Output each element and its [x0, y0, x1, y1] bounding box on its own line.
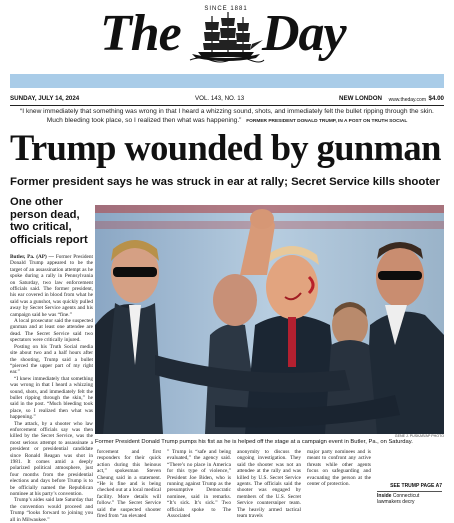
masthead-title-the: The: [100, 5, 181, 62]
main-headline: Trump wounded by gunman: [10, 127, 441, 168]
sidebar-paragraph: Posting on his Truth Social media site about two and a half hours after the shooting, Trump said a bullet “pierced the upper part of my right ear.”: [10, 343, 93, 376]
lead-photo-illustration: [95, 205, 444, 434]
masthead-blue-bar: [10, 74, 444, 88]
sidebar-paragraph: The attack, by a shooter who law enforcement officials say was then killed by the Secret Service, was the most serious attempt to assassinate a president or presidential candidate since Ronald Reagan was shot in 1981. It comes amid a deeply polarized political atmosphere, just four months from the presidential elections and days before Trump is to be officially named the Republican nominee at his party’s convention.: [10, 420, 93, 498]
byline: Butler, Pa. (AP) —: [10, 254, 54, 260]
masthead: [0, 0, 454, 76]
cover-price: $4.00: [428, 95, 444, 102]
jump-line[interactable]: SEE TRUMP PAGE A7: [390, 483, 442, 489]
story-column: [307, 449, 442, 505]
subheadline: Former president says he was struck in ear at rally; Secret Service kills shooter: [10, 176, 440, 188]
pull-quote-text: “I knew immediately that something was wrong in that I heard a whizzing sound, shots, and immediately felt the bullet ripping through the skin. Much bleeding took place, so I realized then what was happening.”: [20, 108, 434, 124]
edition-city: NEW LONDON: [339, 95, 382, 102]
story-column-text: ” Trump is “safe and being evaluated,” the agency said. “There’s no place in America for this type of violence,” President Joe Biden, who is running against Trump as the presumptive Democratic nominee, said in remarks. “It’s sick. It’s sick.” Two officials spoke to The Associated: [167, 449, 231, 520]
story-column: [237, 449, 301, 520]
pull-quote-attribution: FORMER PRESIDENT DONALD TRUMP, IN A POST ON TRUTH SOCIAL: [246, 119, 408, 124]
story-column: [97, 449, 161, 520]
dateline: [10, 93, 444, 105]
sidebar-story: [10, 196, 93, 523]
dateline-rule: [10, 105, 444, 106]
website-url: www.theday.com: [388, 97, 426, 103]
inside-text: Connecticut lawmakers decry: [377, 493, 420, 505]
story-column-text: anonymity to discuss the ongoing investigation. They said the shooter was not an attendee at the rally and was killed by U.S. Secret Service agents. The officials said the shooter was engaged by members of the U.S. Secret Service countersniper team. The heavily armed tactical team travels: [237, 449, 301, 520]
issue-volume: VOL. 143, NO. 13: [195, 95, 245, 102]
story-column: [167, 449, 231, 520]
sidebar-body: [10, 254, 93, 523]
inside-teaser: [377, 491, 442, 505]
sidebar-paragraph: Trump’s aides said late Saturday that the convention would proceed and Trump “looks forward to joining you all in Milwaukee.”: [10, 497, 93, 523]
masthead-title-day: Day: [262, 5, 346, 62]
inside-label: Inside: [377, 493, 392, 499]
sidebar-paragraph: Former President Donald Trump appeared to be the target of an assassination attempt as he spoke during a rally in Pennsylvania on Saturday, two law enforcement officials said. The former president, his ear covered in blood from what he said was a gunshot, was quickly pulled away by Secret Service agents and his campaign said he was “fine.”: [10, 254, 93, 318]
sidebar-paragraph: A local prosecutor said the suspected gunman and at least one attendee are dead. The Secret Service said two spectators were critically injured.: [10, 318, 93, 344]
story-column-text: forcement and first responders for their quick action during this heinous act,” spokesman Steven Cheung said in a statement. “He is fine and is being checked out at a local medical facility. More details will follow.” The Secret Service said the suspected shooter fired from “an elevated: [97, 449, 161, 520]
sidebar-headline: One other person dead, two critical, officials report: [10, 196, 88, 246]
story-column-text: major party nominees and is meant to confront any active threats while other agents focus on safeguarding and evacuating the person at the center of protection.: [307, 449, 371, 488]
issue-date: SUNDAY, JULY 14, 2024: [10, 95, 80, 102]
sidebar-paragraph: “I knew immediately that something was wrong in that I heard a whizzing sound, shots, and immediately felt the bullet ripping through the skin,” he said in the post. “Much bleeding took place, so I realized then what was happening.”: [10, 375, 93, 421]
pull-quote: [12, 107, 442, 126]
since-banner: SINCE 1881: [204, 6, 248, 12]
photo-caption: Former President Donald Trump pumps his fist as he is helped off the stage at a campaign event in Butler, Pa., on Saturday.: [95, 439, 413, 445]
sailing-ship-icon: [188, 4, 264, 64]
story-columns: [95, 449, 444, 520]
lead-photo: [95, 205, 444, 434]
photo-credit: GENE J. PUSKAR/AP PHOTO: [394, 434, 444, 438]
